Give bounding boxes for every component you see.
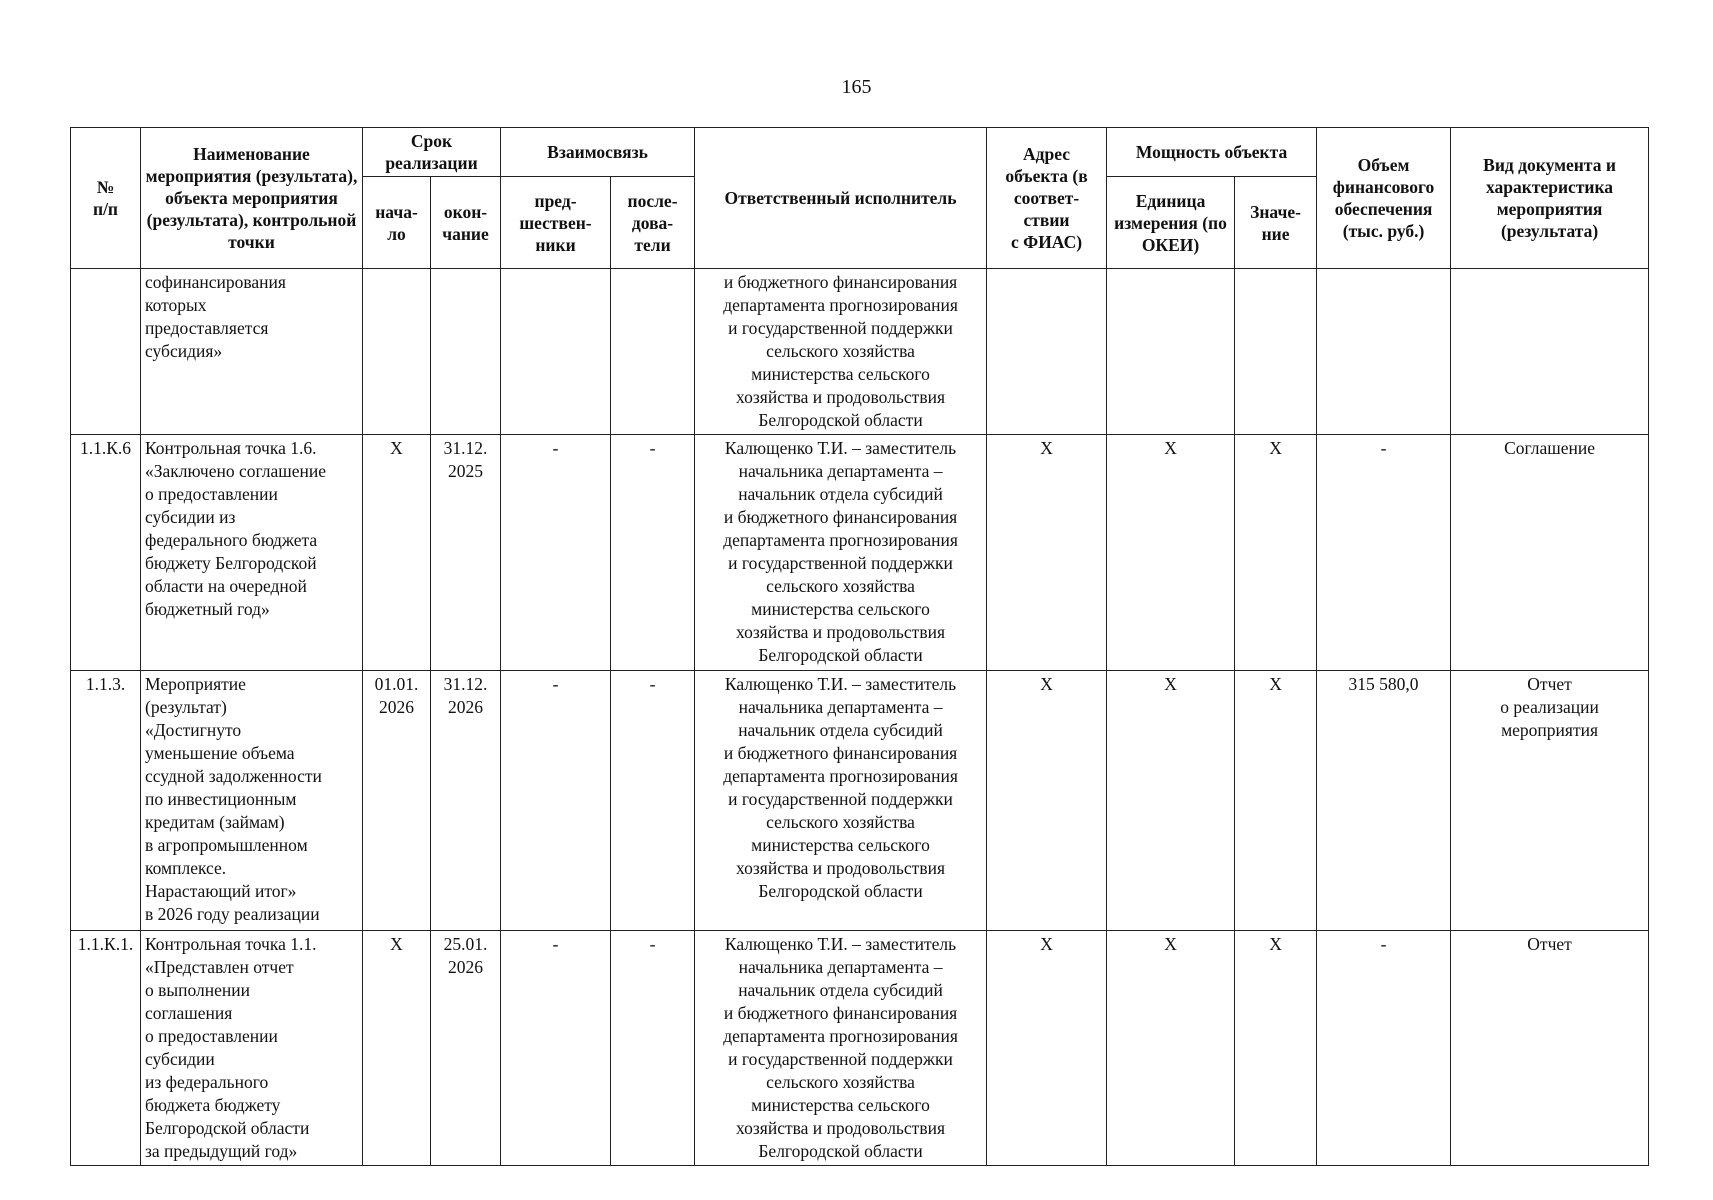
header-capacity: Мощность объекта (1107, 128, 1317, 177)
row-name: Мероприятие (результат) «Достигнуто уменьшение объема ссудной задолженности по инвестиционным кредитам (займам) в агропромышленном комплексе. Нарастающий итог» в 2026 году реализации (141, 671, 363, 931)
header-predecessors: пред- шествен- ники (501, 177, 611, 269)
row-volume: - (1317, 931, 1451, 1166)
row-successors: - (611, 671, 695, 931)
header-volume: Объем финансового обеспечения (тыс. руб.) (1317, 128, 1451, 269)
row-predecessors: - (501, 671, 611, 931)
row-num: 1.1.К.6 (71, 435, 141, 671)
header-doc-type: Вид документа и характеристика мероприятия (результата) (1451, 128, 1649, 269)
row-unit (1107, 269, 1235, 435)
row-predecessors (501, 269, 611, 435)
table-row (71, 435, 1649, 671)
row-name: Контрольная точка 1.1. «Представлен отчет о выполнении соглашения о предоставлении субсидии из федерального бюджета бюджету Белгородской области за предыдущий год» (141, 931, 363, 1166)
row-name: Контрольная точка 1.6. «Заключено соглашение о предоставлении субсидии из федерального бюджета бюджету Белгородской области на очередной бюджетный год» (141, 435, 363, 671)
header-relation: Взаимосвязь (501, 128, 695, 177)
row-predecessors: - (501, 435, 611, 671)
row-successors: - (611, 931, 695, 1166)
row-unit: Х (1107, 671, 1235, 931)
row-doc: Соглашение (1451, 435, 1649, 671)
row-executor: Калющенко Т.И. – заместитель начальника департамента – начальник отдела субсидий и бюджетного финансирования департамента прогнозирования и государственной поддержки сельского хозяйства министерства сельского хозяйства и продовольствия Белгородской области (695, 931, 987, 1166)
row-doc: Отчет о реализации мероприятия (1451, 671, 1649, 931)
row-address: Х (987, 931, 1107, 1166)
row-name: софинансирования которых предоставляется субсидия» (141, 269, 363, 435)
page-number: 165 (841, 76, 872, 98)
row-value (1235, 269, 1317, 435)
row-volume: - (1317, 435, 1451, 671)
row-successors: - (611, 435, 695, 671)
header-period: Срок реализации (363, 128, 501, 177)
header-successors: после- дова- тели (611, 177, 695, 269)
row-volume: 315 580,0 (1317, 671, 1451, 931)
row-start: Х (363, 931, 431, 1166)
row-address (987, 269, 1107, 435)
row-successors (611, 269, 695, 435)
row-doc (1451, 269, 1649, 435)
table-row (71, 269, 1649, 435)
row-num (71, 269, 141, 435)
row-executor: Калющенко Т.И. – заместитель начальника департамента – начальник отдела субсидий и бюджетного финансирования департамента прогнозирования и государственной поддержки сельского хозяйства министерства сельского хозяйства и продовольствия Белгородской области (695, 671, 987, 931)
row-end: 31.12. 2025 (431, 435, 501, 671)
row-unit: Х (1107, 435, 1235, 671)
row-executor: Калющенко Т.И. – заместитель начальника департамента – начальник отдела субсидий и бюджетного финансирования департамента прогнозирования и государственной поддержки сельского хозяйства министерства сельского хозяйства и продовольствия Белгородской области (695, 435, 987, 671)
row-start: 01.01. 2026 (363, 671, 431, 931)
row-address: Х (987, 435, 1107, 671)
header-unit: Единица измерения (по ОКЕИ) (1107, 177, 1235, 269)
plan-table (70, 127, 1649, 1166)
header-address: Адрес объекта (в соответ- ствии с ФИАС) (987, 128, 1107, 269)
row-executor: и бюджетного финансирования департамента прогнозирования и государственной поддержки сельского хозяйства министерства сельского хозяйства и продовольствия Белгородской области (695, 269, 987, 435)
row-address: Х (987, 671, 1107, 931)
header-end: окон- чание (431, 177, 501, 269)
row-value: Х (1235, 671, 1317, 931)
row-start: Х (363, 435, 431, 671)
row-end: 25.01. 2026 (431, 931, 501, 1166)
row-num: 1.1.3. (71, 671, 141, 931)
row-doc: Отчет (1451, 931, 1649, 1166)
row-end (431, 269, 501, 435)
row-start (363, 269, 431, 435)
row-volume (1317, 269, 1451, 435)
row-value: Х (1235, 435, 1317, 671)
row-num: 1.1.К.1. (71, 931, 141, 1166)
row-value: Х (1235, 931, 1317, 1166)
row-unit: Х (1107, 931, 1235, 1166)
header-executor: Ответственный исполнитель (695, 128, 987, 269)
table-header (71, 128, 1649, 269)
header-value: Значе- ние (1235, 177, 1317, 269)
row-end: 31.12. 2026 (431, 671, 501, 931)
table-row (71, 931, 1649, 1166)
table-row (71, 671, 1649, 931)
header-name: Наименование мероприятия (результата), объекта мероприятия (результата), контрольной точки (141, 128, 363, 269)
row-predecessors: - (501, 931, 611, 1166)
header-num: № п/п (71, 128, 141, 269)
header-start: нача- ло (363, 177, 431, 269)
